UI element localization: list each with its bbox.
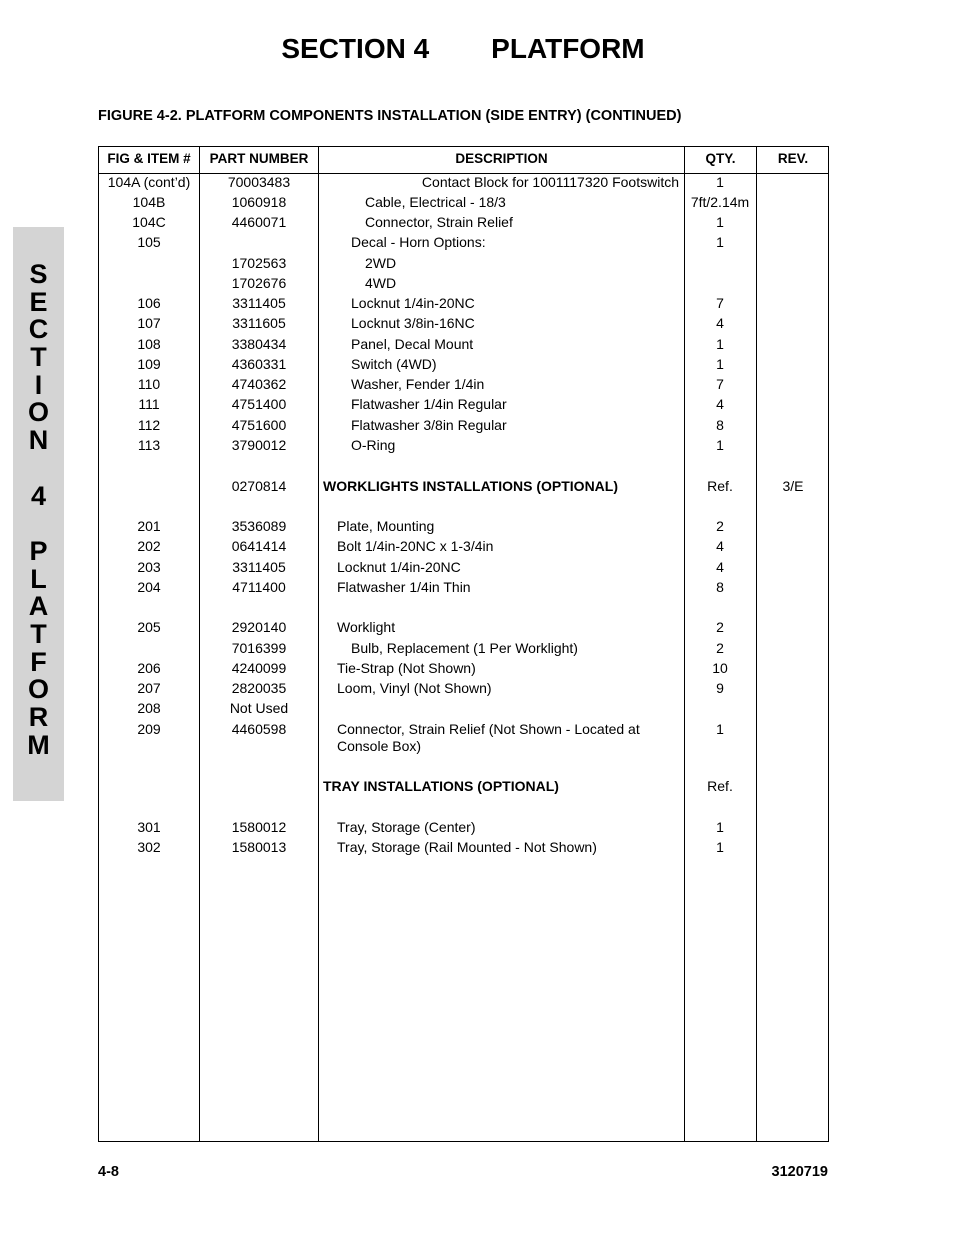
cell-part-number: 4360331 xyxy=(231,356,287,372)
page-title xyxy=(0,33,926,65)
cell-item-number: 208 xyxy=(137,700,161,716)
column-header-item: FIG & ITEM # xyxy=(107,151,191,166)
cell-item-number: 302 xyxy=(137,839,161,855)
cell-description xyxy=(323,839,693,856)
cell-description xyxy=(323,336,707,353)
section-side-tab xyxy=(13,227,64,801)
cell-qty: 7ft/2.14m xyxy=(690,194,750,210)
cell-part-number: 1580013 xyxy=(231,839,287,855)
cell-item-number: 301 xyxy=(137,819,161,835)
description-line: Bolt 1/4in-20NC x 1-3/4in xyxy=(337,538,494,554)
cell-description xyxy=(323,437,707,454)
description-line: Switch (4WD) xyxy=(351,356,437,372)
side-tab-letter: 4 xyxy=(30,480,47,511)
side-tab-letter: L xyxy=(30,563,47,594)
cell-qty: 1 xyxy=(716,174,724,190)
cell-part-number: 4751400 xyxy=(231,396,287,412)
cell-part-number: 1702676 xyxy=(231,275,287,291)
cell-description xyxy=(323,376,707,393)
description-line: Tray, Storage (Center) xyxy=(337,819,476,835)
cell-description xyxy=(323,295,707,312)
cell-item-number: 112 xyxy=(137,417,161,433)
cell-part-number: 7016399 xyxy=(231,640,287,656)
description-line: Console Box) xyxy=(337,738,422,754)
cell-part-number: 4751600 xyxy=(231,417,287,433)
column-header-part-number: PART NUMBER xyxy=(209,151,309,166)
column-header-description: DESCRIPTION xyxy=(455,151,548,166)
description-line: 4WD xyxy=(365,275,397,291)
description-line: Cable, Electrical - 18/3 xyxy=(365,194,506,210)
description-line: Worklight xyxy=(337,619,396,635)
cell-description xyxy=(323,721,693,755)
cell-item-number: 202 xyxy=(137,538,161,554)
cell-item-number: 201 xyxy=(137,518,161,534)
column-divider xyxy=(756,147,757,1141)
cell-item-number: 111 xyxy=(138,396,160,412)
cell-description xyxy=(323,174,679,191)
cell-qty: 2 xyxy=(716,640,724,656)
cell-part-number: 70003483 xyxy=(227,174,291,190)
cell-item-number: 108 xyxy=(137,336,161,352)
cell-qty: 2 xyxy=(716,619,724,635)
cell-description xyxy=(323,579,693,596)
description-line: 2WD xyxy=(365,255,397,271)
description-line: Flatwasher 3/8in Regular xyxy=(351,417,507,433)
cell-description xyxy=(323,680,693,697)
side-tab-letters xyxy=(13,261,64,759)
cell-description xyxy=(323,214,721,231)
cell-description xyxy=(323,778,679,795)
cell-part-number: 1060918 xyxy=(231,194,287,210)
description-line: Locknut 1/4in-20NC xyxy=(351,295,475,311)
description-line: O-Ring xyxy=(351,437,396,453)
cell-qty: Ref. xyxy=(707,778,733,794)
description-line: Flatwasher 1/4in Regular xyxy=(351,396,507,412)
description-line: Decal - Horn Options: xyxy=(351,234,486,250)
description-line: Plate, Mounting xyxy=(337,518,435,534)
cell-qty: 8 xyxy=(716,417,724,433)
cell-qty: 1 xyxy=(716,721,724,737)
cell-part-number: 3790012 xyxy=(231,437,287,453)
cell-part-number: 4711400 xyxy=(232,579,286,595)
side-tab-letter xyxy=(13,510,64,538)
cell-description xyxy=(323,356,707,373)
description-line: Contact Block for 1001117320 Footswitch xyxy=(421,174,679,190)
cell-part-number: 3380434 xyxy=(231,336,287,352)
cell-description xyxy=(323,619,693,636)
cell-qty: 9 xyxy=(716,680,724,696)
column-header-rev: REV. xyxy=(777,151,809,166)
document-number: 3120719 xyxy=(771,1164,828,1180)
description-line: Panel, Decal Mount xyxy=(351,336,474,352)
column-header-qty: QTY. xyxy=(705,151,736,166)
cell-qty: 7 xyxy=(716,295,724,311)
description-line: Locknut 3/8in-16NC xyxy=(351,315,475,331)
cell-part-number: 4460071 xyxy=(231,214,287,230)
cell-description xyxy=(323,315,707,332)
cell-qty: 4 xyxy=(716,396,724,412)
side-tab-letter: A xyxy=(28,591,49,622)
cell-part-number: 2920140 xyxy=(231,619,287,635)
cell-item-number: 113 xyxy=(137,437,161,453)
cell-description xyxy=(323,275,721,292)
cell-item-number: 104B xyxy=(132,194,166,210)
cell-item-number: 206 xyxy=(137,660,161,676)
cell-item-number: 207 xyxy=(137,680,161,696)
description-line: Locknut 1/4in-20NC xyxy=(337,559,461,575)
cell-item-number: 106 xyxy=(137,295,161,311)
cell-description xyxy=(323,819,693,836)
cell-qty: 2 xyxy=(716,518,724,534)
cell-description xyxy=(323,518,693,535)
cell-part-number: 2820035 xyxy=(231,680,287,696)
cell-part-number: Not Used xyxy=(229,700,289,716)
side-tab-letter xyxy=(13,455,64,483)
cell-qty: 4 xyxy=(716,315,724,331)
cell-item-number: 104A (cont’d) xyxy=(107,174,191,190)
cell-part-number: 0270814 xyxy=(231,478,287,494)
side-tab-letter: O xyxy=(27,674,49,705)
cell-qty: 10 xyxy=(712,660,728,676)
description-line: Tray, Storage (Rail Mounted - Not Shown) xyxy=(337,839,597,855)
cell-qty: 1 xyxy=(716,437,724,453)
cell-item-number: 209 xyxy=(137,721,161,737)
cell-description xyxy=(323,194,721,211)
cell-description xyxy=(323,538,693,555)
column-divider xyxy=(318,147,319,1141)
cell-qty: Ref. xyxy=(707,478,733,494)
figure-title: FIGURE 4-2. PLATFORM COMPONENTS INSTALLATION (SIDE ENTRY) (CONTINUED) xyxy=(98,108,682,124)
cell-item-number: 204 xyxy=(137,579,161,595)
cell-description xyxy=(323,478,679,495)
page-number: 4-8 xyxy=(98,1164,119,1180)
cell-part-number: 4460598 xyxy=(231,721,287,737)
side-tab-letter: T xyxy=(30,618,47,649)
description-line: Bulb, Replacement (1 Per Worklight) xyxy=(351,640,578,656)
cell-qty: 1 xyxy=(716,356,724,372)
side-tab-letter: T xyxy=(30,342,47,373)
description-line: TRAY INSTALLATIONS (OPTIONAL) xyxy=(323,778,559,794)
cell-qty: 8 xyxy=(716,579,724,595)
cell-part-number: 3311405 xyxy=(232,559,286,575)
side-tab-letter: F xyxy=(30,646,47,677)
cell-part-number: 1580012 xyxy=(231,819,287,835)
cell-qty: 1 xyxy=(716,214,724,230)
cell-item-number: 109 xyxy=(137,356,161,372)
description-line: Loom, Vinyl (Not Shown) xyxy=(337,680,492,696)
cell-description xyxy=(323,234,707,251)
side-tab-letter: E xyxy=(29,286,48,317)
cell-qty: 1 xyxy=(716,839,724,855)
side-tab-letter: C xyxy=(28,314,49,345)
cell-qty: 4 xyxy=(716,559,724,575)
cell-qty: 7 xyxy=(716,376,724,392)
cell-description xyxy=(323,559,693,576)
section-label: SECTION 4 xyxy=(281,33,430,64)
cell-description xyxy=(323,396,707,413)
cell-item-number: 205 xyxy=(137,619,161,635)
cell-description xyxy=(323,417,707,434)
description-line: Connector, Strain Relief (Not Shown - Located at xyxy=(337,721,640,737)
side-tab-letter: M xyxy=(27,729,50,760)
cell-part-number: 1702563 xyxy=(231,255,287,271)
cell-item-number: 110 xyxy=(137,376,161,392)
description-line: Washer, Fender 1/4in xyxy=(351,376,485,392)
cell-qty: 1 xyxy=(716,336,724,352)
side-tab-letter: S xyxy=(29,259,48,289)
cell-item-number: 104C xyxy=(132,214,166,230)
cell-item-number: 107 xyxy=(137,315,161,331)
parts-table xyxy=(98,146,829,1142)
side-tab-letter: R xyxy=(28,702,49,732)
side-tab-letter: P xyxy=(29,535,48,566)
cell-description xyxy=(323,640,707,657)
side-tab-letter: I xyxy=(34,369,43,400)
cell-part-number: 4240099 xyxy=(231,660,287,676)
cell-description xyxy=(323,255,721,272)
cell-part-number: 4740362 xyxy=(231,376,287,392)
cell-item-number: 203 xyxy=(137,559,161,575)
description-line: Flatwasher 1/4in Thin xyxy=(337,579,471,595)
description-line: Tie-Strap (Not Shown) xyxy=(337,660,476,676)
cell-part-number: 0641414 xyxy=(231,538,287,554)
cell-qty: 4 xyxy=(716,538,724,554)
side-tab-letter: O xyxy=(27,397,49,428)
cell-description xyxy=(323,660,693,677)
cell-part-number: 3311605 xyxy=(232,315,286,331)
section-name: PLATFORM xyxy=(491,33,645,64)
description-line: WORKLIGHTS INSTALLATIONS (OPTIONAL) xyxy=(323,478,619,494)
cell-qty: 1 xyxy=(716,234,724,250)
cell-part-number: 3311405 xyxy=(232,295,286,311)
cell-item-number: 105 xyxy=(137,234,161,250)
cell-part-number: 3536089 xyxy=(231,518,287,534)
cell-qty: 1 xyxy=(716,819,724,835)
cell-rev: 3/E xyxy=(782,478,804,494)
side-tab-letter: N xyxy=(28,425,49,456)
description-line: Connector, Strain Relief xyxy=(365,214,513,230)
